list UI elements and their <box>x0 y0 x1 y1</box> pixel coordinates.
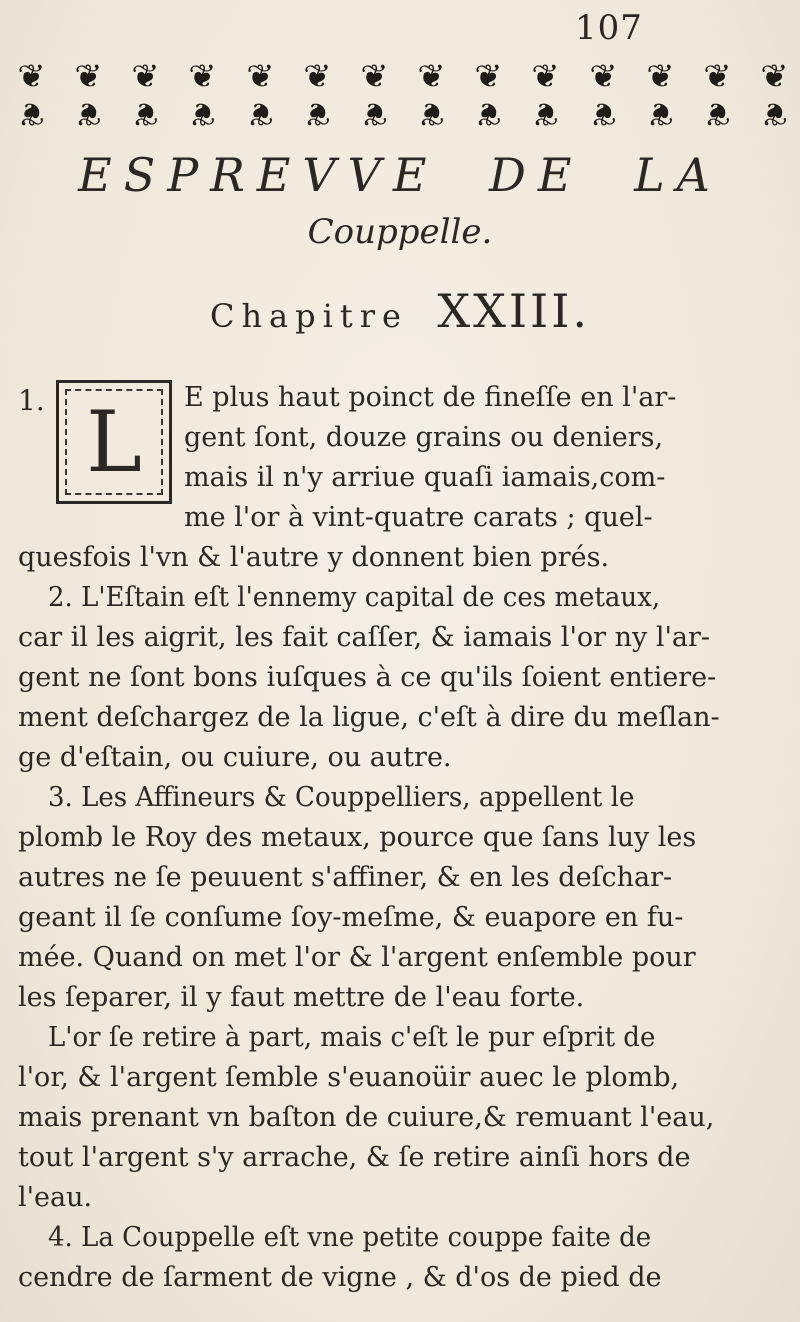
text-line: mais prenant vn baſton de cuiure,& remuant l'eau, <box>18 1102 715 1133</box>
fleur-ornament-icon: ❦ <box>131 57 160 95</box>
fleur-ornament-icon: ❦ <box>18 95 45 133</box>
text-line: l'eau. <box>18 1182 93 1213</box>
fleur-ornament-icon: ❦ <box>474 57 503 95</box>
text-line: quesfois l'vn & l'autre y donnent bien prés. <box>18 542 610 573</box>
fleur-ornament-icon: ❦ <box>588 57 618 95</box>
fleur-ornament-icon: ❦ <box>646 57 675 95</box>
fleur-ornament-icon: ❦ <box>75 95 102 133</box>
text-line: car il les aigrit, les fait caſſer, & iamais l'or ny l'ar- <box>18 622 711 653</box>
fleur-ornament-icon: ❦ <box>360 57 389 95</box>
text-line: plomb le Roy des metaux, pource que ſans luy les <box>18 822 697 853</box>
text-line: autres ne ſe peuuent s'affiner, & en les deſchar- <box>18 862 673 893</box>
text-line: E plus haut poinct de fineſſe en l'ar- <box>184 382 677 413</box>
fleur-ornament-icon: ❦ <box>532 95 560 133</box>
fleur-ornament-icon: ❦ <box>246 95 274 133</box>
fleur-ornament-icon: ❦ <box>245 57 275 95</box>
fleur-ornament-icon: ❦ <box>17 57 46 95</box>
fleur-ornament-icon: ❦ <box>360 95 388 133</box>
text-line: les ſeparer, il y faut mettre de l'eau forte. <box>18 982 585 1013</box>
fleur-ornament-icon: ❦ <box>188 57 217 95</box>
text-line: gent ſont, douze grains ou deniers, <box>184 422 664 453</box>
text-line: me l'or à vint-quatre carats ; quel- <box>184 502 653 533</box>
fleur-ornament-icon: ❦ <box>589 95 617 133</box>
section-title: ESPREVVE DE LA <box>78 148 722 202</box>
text-line: ment deſchargez de la ligue, c'eſt à dire du meſlan- <box>18 702 720 733</box>
fleur-ornament-icon: ❦ <box>189 95 217 133</box>
text-line: L'or ſe retire à part, mais c'eſt le pur eſprit de <box>48 1022 656 1053</box>
fleur-ornament-icon: ❦ <box>703 95 731 133</box>
fleur-ornament-icon: ❦ <box>760 57 789 95</box>
ornament-band-bottom <box>18 96 788 132</box>
fleur-ornament-icon: ❦ <box>418 95 445 133</box>
text-line: gent ne ſont bons iuſques à ce qu'ils ſoient entiere- <box>18 662 717 693</box>
fleur-ornament-icon: ❦ <box>417 57 446 95</box>
text-line: mée. Quand on met l'or & l'argent enſemble pour <box>18 942 696 973</box>
ornament-band-top <box>18 58 788 94</box>
chapter-word: Chapitre <box>209 297 408 335</box>
chapter-number: XXIII. <box>437 284 591 338</box>
text-line: cendre de ſarment de vigne , & d'os de pied de <box>18 1262 662 1293</box>
text-line: 3. Les Affineurs & Couppelliers, appellent le <box>48 782 635 813</box>
section-subtitle: Couppelle. <box>307 212 493 252</box>
text-line: l'or, & l'argent ſemble s'euanoüir auec le plomb, <box>18 1062 680 1093</box>
text-line: ge d'eſtain, ou cuiure, ou autre. <box>18 742 452 773</box>
fleur-ornament-icon: ❦ <box>703 57 732 95</box>
text-line: geant il ſe conſume ſoy-meſme, & euapore en fu- <box>18 902 684 933</box>
fleur-ornament-icon: ❦ <box>475 95 503 133</box>
fleur-ornament-icon: ❦ <box>531 57 560 95</box>
text-line: tout l'argent s'y arrache, & ſe retire ainſi hors de <box>18 1142 691 1173</box>
fleur-ornament-icon: ❦ <box>132 95 160 133</box>
fleur-ornament-icon: ❦ <box>646 95 674 133</box>
fleur-ornament-icon: ❦ <box>303 95 331 133</box>
paragraph-number: 1. <box>18 384 45 417</box>
text-line: mais il n'y arriue quaſi iamais,com- <box>184 462 666 493</box>
page-number: 107 <box>575 8 643 48</box>
chapter-heading <box>0 284 800 338</box>
fleur-ornament-icon: ❦ <box>303 57 332 95</box>
drop-cap: L <box>56 380 172 504</box>
fleur-ornament-icon: ❦ <box>761 95 788 133</box>
fleur-ornament-icon: ❦ <box>74 57 103 95</box>
text-line: 4. La Couppelle eſt vne petite couppe faite de <box>48 1222 652 1253</box>
text-line: 2. L'Eſtain eſt l'ennemy capital de ces metaux, <box>48 582 661 613</box>
